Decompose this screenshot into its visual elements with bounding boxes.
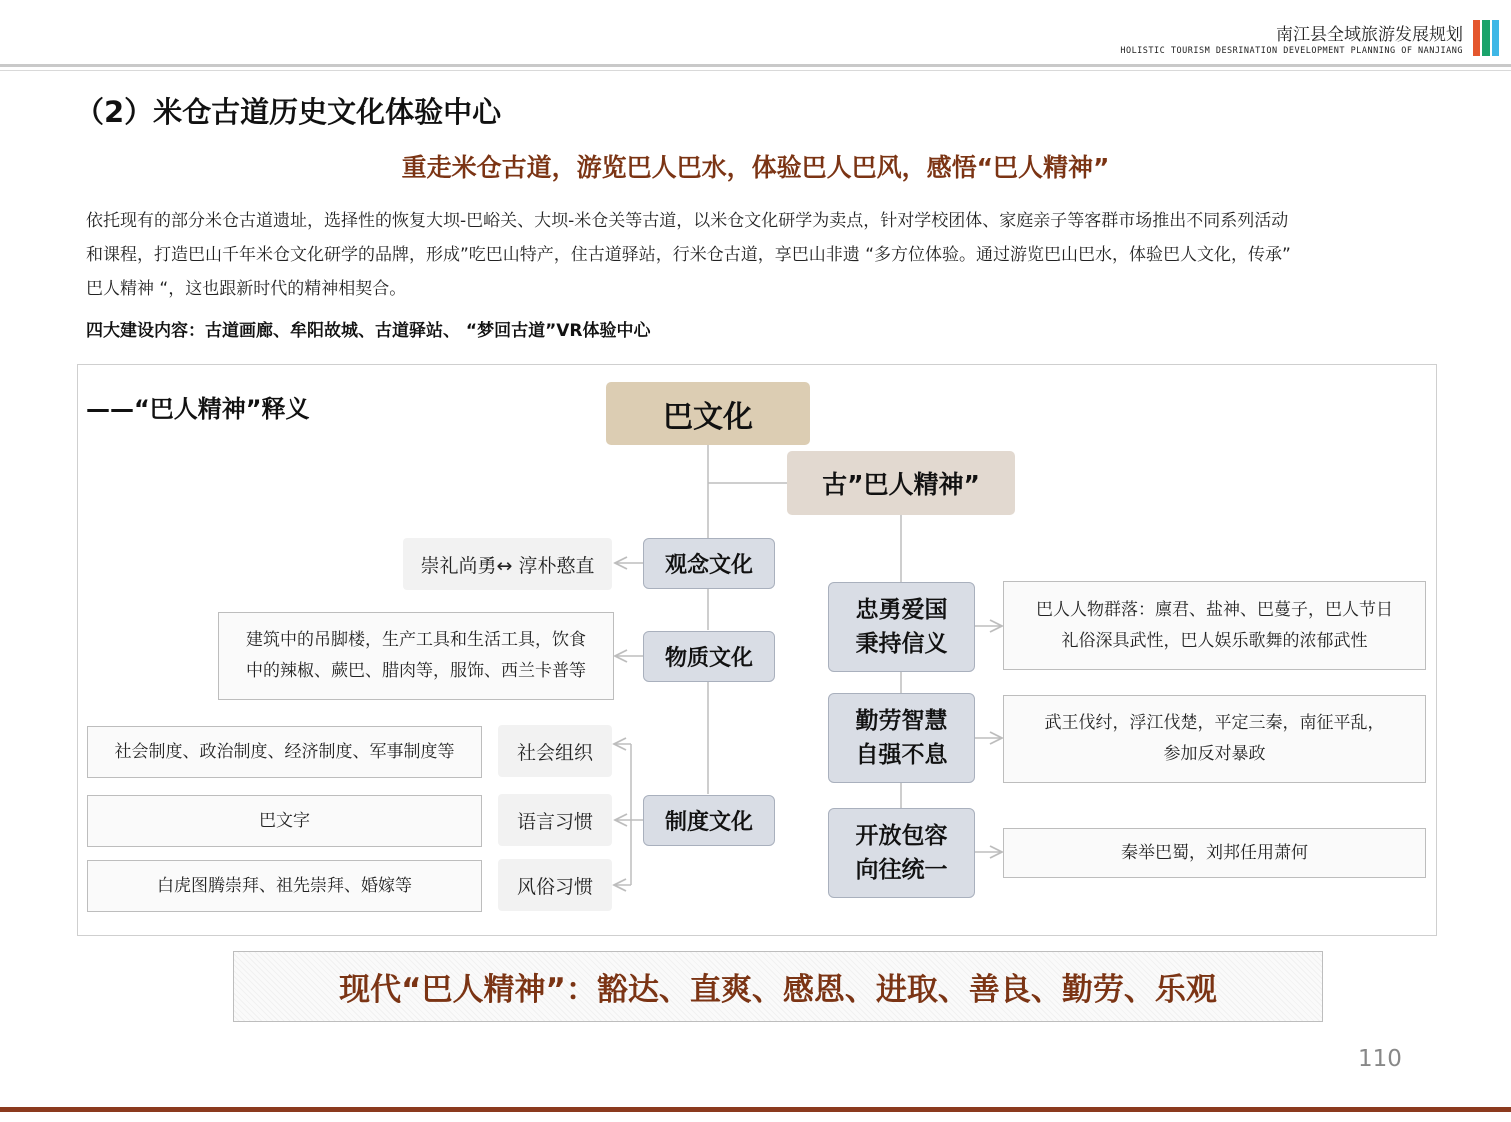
value-line: 勤劳智慧 <box>855 708 948 734</box>
document-title: 南江县全域旅游发展规划 <box>1276 25 1463 45</box>
value-line: 秉持信义 <box>855 631 948 657</box>
value-description <box>1003 695 1426 783</box>
footer-bar <box>0 1107 1511 1112</box>
value-description-line: 武王伐纣，浮江伐楚，平定三秦，南征平乱， <box>1044 713 1385 733</box>
institution-item-label: 社会组织 <box>498 725 612 777</box>
section-heading: （2）米仓古道历史文化体验中心 <box>75 95 502 129</box>
institution-item-description: 社会制度、政治制度、经济制度、军事制度等 <box>87 726 482 778</box>
value-description <box>1003 581 1426 670</box>
institution-item-label: 风俗习惯 <box>498 859 612 911</box>
node-value <box>828 808 975 898</box>
document-subtitle: HOLISTIC TOURISM DESRINATION DEVELOPMENT PLANNING OF NANJIANG <box>1120 46 1463 56</box>
slogan: 重走米仓古道，游览巴人巴水，体验巴人巴风，感悟“巴人精神” <box>401 153 1110 182</box>
paragraph-line: 巴人精神 “，这也跟新时代的精神相契合。 <box>86 279 407 299</box>
material-description-line: 中的辣椒、蕨巴、腊肉等，服饰、西兰卡普等 <box>246 661 586 681</box>
value-line: 忠勇爱国 <box>855 597 948 623</box>
institution-item-label: 语言习惯 <box>498 794 612 846</box>
value-description-line: 巴人人物群落：廪君、盐神、巴蔓子，巴人节日 <box>1036 599 1393 620</box>
node-value <box>828 582 975 672</box>
value-description-line: 礼俗深具武性，巴人娱乐歌舞的浓郁武性 <box>1061 630 1368 651</box>
value-line: 开放包容 <box>855 823 948 849</box>
construction-contents: 四大建设内容：古道画廊、牟阳故城、古道驿站、 “梦回古道”VR体验中心 <box>86 321 651 341</box>
node-concept-culture: 观念文化 <box>643 538 775 589</box>
value-line: 向往统一 <box>855 857 948 883</box>
material-description-line: 建筑中的吊脚楼，生产工具和生活工具，饮食 <box>246 630 586 650</box>
modern-spirit-banner: 现代“巴人精神”：豁达、直爽、感恩、进取、善良、勤劳、乐观 <box>233 951 1323 1022</box>
value-description-line: 参加反对暴政 <box>1163 744 1266 764</box>
node-ba-culture: 巴文化 <box>606 382 810 445</box>
page-number: 110 <box>1358 1046 1402 1072</box>
value-description: 秦举巴蜀，刘邦任用萧何 <box>1003 828 1426 878</box>
value-line: 自强不息 <box>855 742 948 768</box>
material-description <box>218 612 614 700</box>
institution-item-description: 白虎图腾崇拜、祖先崇拜、婚嫁等 <box>87 860 482 912</box>
diagram-title: ——“巴人精神”释义 <box>86 395 310 423</box>
node-institution-culture: 制度文化 <box>643 795 775 846</box>
institution-item-description: 巴文字 <box>87 795 482 847</box>
node-value <box>828 693 975 783</box>
paragraph-line: 依托现有的部分米仓古道遗址，选择性的恢复大坝-巴峪关、大坝-米仓关等古道，以米仓文化研学为卖点，针对学校团体、家庭亲子等客群市场推出不同系列活动 <box>86 211 1289 231</box>
concept-description: 崇礼尚勇↔ 淳朴憨直 <box>403 538 612 590</box>
paragraph-line: 和课程，打造巴山千年米仓文化研学的品牌，形成”吃巴山特产，住古道驿站，行米仓古道，享巴山非遗 “多方位体验。通过游览巴山巴水，体验巴人文化，传承” <box>86 245 1291 265</box>
node-material-culture: 物质文化 <box>643 631 775 682</box>
node-ancient-ba-spirit: 古”巴人精神” <box>787 451 1015 515</box>
